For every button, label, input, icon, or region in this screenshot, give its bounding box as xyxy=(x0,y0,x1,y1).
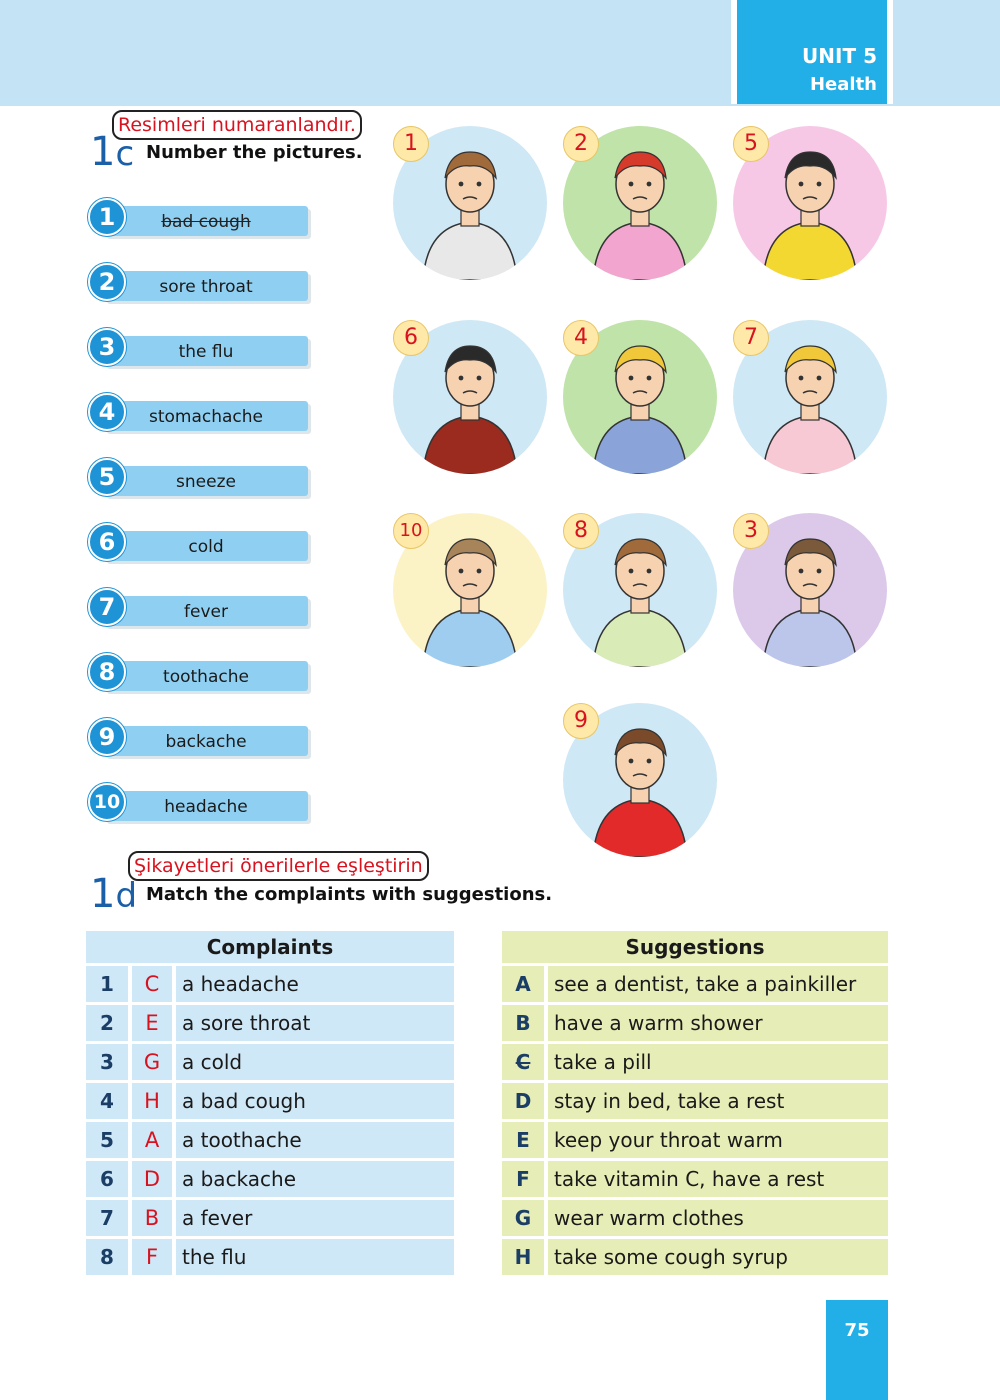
translation-note-1c: Resimleri numaranlandır. xyxy=(112,110,362,140)
suggestion-row xyxy=(502,1161,888,1197)
word-text: the flu xyxy=(178,342,234,362)
suggestion-text: see a dentist, take a painkiller xyxy=(548,966,888,1002)
suggestion-row xyxy=(502,1239,888,1275)
word-number-badge: 10 xyxy=(88,783,126,821)
word-item xyxy=(86,653,316,693)
word-item xyxy=(86,588,316,628)
suggestions-table xyxy=(502,928,888,1278)
suggestion-letter: E xyxy=(502,1122,548,1158)
word-text: cold xyxy=(188,537,224,557)
page-number: 75 xyxy=(844,1320,870,1341)
answer-letter[interactable]: H xyxy=(132,1083,176,1119)
word-number-badge: 8 xyxy=(88,653,126,691)
suggestion-text: have a warm shower xyxy=(548,1005,888,1041)
word-item xyxy=(86,198,316,238)
exercise-number-1d: 1d xyxy=(90,871,138,917)
suggestion-text: take vitamin C, have a rest xyxy=(548,1161,888,1197)
picture-number-badge: 3 xyxy=(733,513,769,549)
suggestion-row xyxy=(502,1005,888,1041)
complaint-number: 3 xyxy=(86,1044,132,1080)
complaint-text: a backache xyxy=(176,1161,454,1197)
instruction-1c: Number the pictures. xyxy=(146,142,363,163)
page-number-box xyxy=(826,1300,888,1400)
suggestion-text: take some cough syrup xyxy=(548,1239,888,1275)
complaint-text: a bad cough xyxy=(176,1083,454,1119)
word-item xyxy=(86,393,316,433)
complaint-number: 6 xyxy=(86,1161,132,1197)
complaint-number: 5 xyxy=(86,1122,132,1158)
suggestion-text: take a pill xyxy=(548,1044,888,1080)
answer-letter[interactable]: E xyxy=(132,1005,176,1041)
translation-note-1d: Şikayetleri önerilerle eşleştirin xyxy=(128,851,429,881)
suggestion-row xyxy=(502,1122,888,1158)
word-item xyxy=(86,263,316,303)
instruction-1d: Match the complaints with suggestions. xyxy=(146,884,553,905)
picture-number-badge: 7 xyxy=(733,320,769,356)
complaint-text: a fever xyxy=(176,1200,454,1236)
word-text: sore throat xyxy=(159,277,253,297)
suggestion-text: stay in bed, take a rest xyxy=(548,1083,888,1119)
complaint-text: a cold xyxy=(176,1044,454,1080)
suggestion-letter: A xyxy=(502,966,548,1002)
complaint-row xyxy=(86,966,454,1002)
complaint-text: a sore throat xyxy=(176,1005,454,1041)
word-number-badge: 6 xyxy=(88,523,126,561)
word-text: toothache xyxy=(163,667,249,687)
word-item xyxy=(86,458,316,498)
suggestion-row xyxy=(502,1044,888,1080)
complaint-number: 2 xyxy=(86,1005,132,1041)
complaint-number: 1 xyxy=(86,966,132,1002)
picture-number-badge: 10 xyxy=(393,513,429,549)
picture-number-badge: 9 xyxy=(563,703,599,739)
suggestion-row xyxy=(502,1083,888,1119)
word-number-badge: 1 xyxy=(88,198,126,236)
unit-number: UNIT 5 xyxy=(802,44,877,68)
complaint-row xyxy=(86,1083,454,1119)
word-number-badge: 2 xyxy=(88,263,126,301)
suggestion-letter: G xyxy=(502,1200,548,1236)
complaint-row xyxy=(86,1005,454,1041)
word-text: bad cough xyxy=(161,212,251,232)
picture-number-badge: 2 xyxy=(563,126,599,162)
word-number-badge: 5 xyxy=(88,458,126,496)
answer-letter[interactable]: F xyxy=(132,1239,176,1275)
complaints-table xyxy=(86,928,454,1278)
word-number-badge: 9 xyxy=(88,718,126,756)
suggestion-letter: B xyxy=(502,1005,548,1041)
picture-number-badge: 8 xyxy=(563,513,599,549)
answer-letter[interactable]: C xyxy=(132,966,176,1002)
complaints-header: Complaints xyxy=(86,931,454,963)
word-item xyxy=(86,718,316,758)
header-divider xyxy=(887,0,893,104)
suggestion-row xyxy=(502,966,888,1002)
complaint-row xyxy=(86,1200,454,1236)
word-number-badge: 3 xyxy=(88,328,126,366)
answer-letter[interactable]: B xyxy=(132,1200,176,1236)
word-text: headache xyxy=(164,797,248,817)
picture-number-badge: 4 xyxy=(563,320,599,356)
complaint-row xyxy=(86,1122,454,1158)
word-text: fever xyxy=(184,602,228,622)
complaint-number: 8 xyxy=(86,1239,132,1275)
suggestions-header: Suggestions xyxy=(502,931,888,963)
exercise-number-1c: 1c xyxy=(90,129,135,175)
complaint-row xyxy=(86,1161,454,1197)
complaint-text: a toothache xyxy=(176,1122,454,1158)
unit-topic: Health xyxy=(809,74,877,95)
unit-label-box xyxy=(737,0,887,104)
complaint-text: the flu xyxy=(176,1239,454,1275)
answer-letter[interactable]: A xyxy=(132,1122,176,1158)
suggestion-letter: F xyxy=(502,1161,548,1197)
picture-number-badge: 5 xyxy=(733,126,769,162)
complaint-number: 7 xyxy=(86,1200,132,1236)
suggestion-letter: D xyxy=(502,1083,548,1119)
word-number-badge: 4 xyxy=(88,393,126,431)
suggestion-letter: H xyxy=(502,1239,548,1275)
word-item xyxy=(86,783,316,823)
suggestion-text: wear warm clothes xyxy=(548,1200,888,1236)
suggestion-text: keep your throat warm xyxy=(548,1122,888,1158)
complaint-number: 4 xyxy=(86,1083,132,1119)
picture-number-badge: 1 xyxy=(393,126,429,162)
word-item xyxy=(86,523,316,563)
word-text: stomachache xyxy=(148,407,264,427)
complaint-text: a headache xyxy=(176,966,454,1002)
suggestion-row xyxy=(502,1200,888,1236)
answer-letter[interactable]: G xyxy=(132,1044,176,1080)
word-item xyxy=(86,328,316,368)
complaint-row xyxy=(86,1239,454,1275)
word-text: sneeze xyxy=(176,472,236,492)
complaint-row xyxy=(86,1044,454,1080)
picture-number-badge: 6 xyxy=(393,320,429,356)
word-number-badge: 7 xyxy=(88,588,126,626)
answer-letter[interactable]: D xyxy=(132,1161,176,1197)
suggestion-letter: C xyxy=(502,1044,548,1080)
word-text: backache xyxy=(165,732,247,752)
